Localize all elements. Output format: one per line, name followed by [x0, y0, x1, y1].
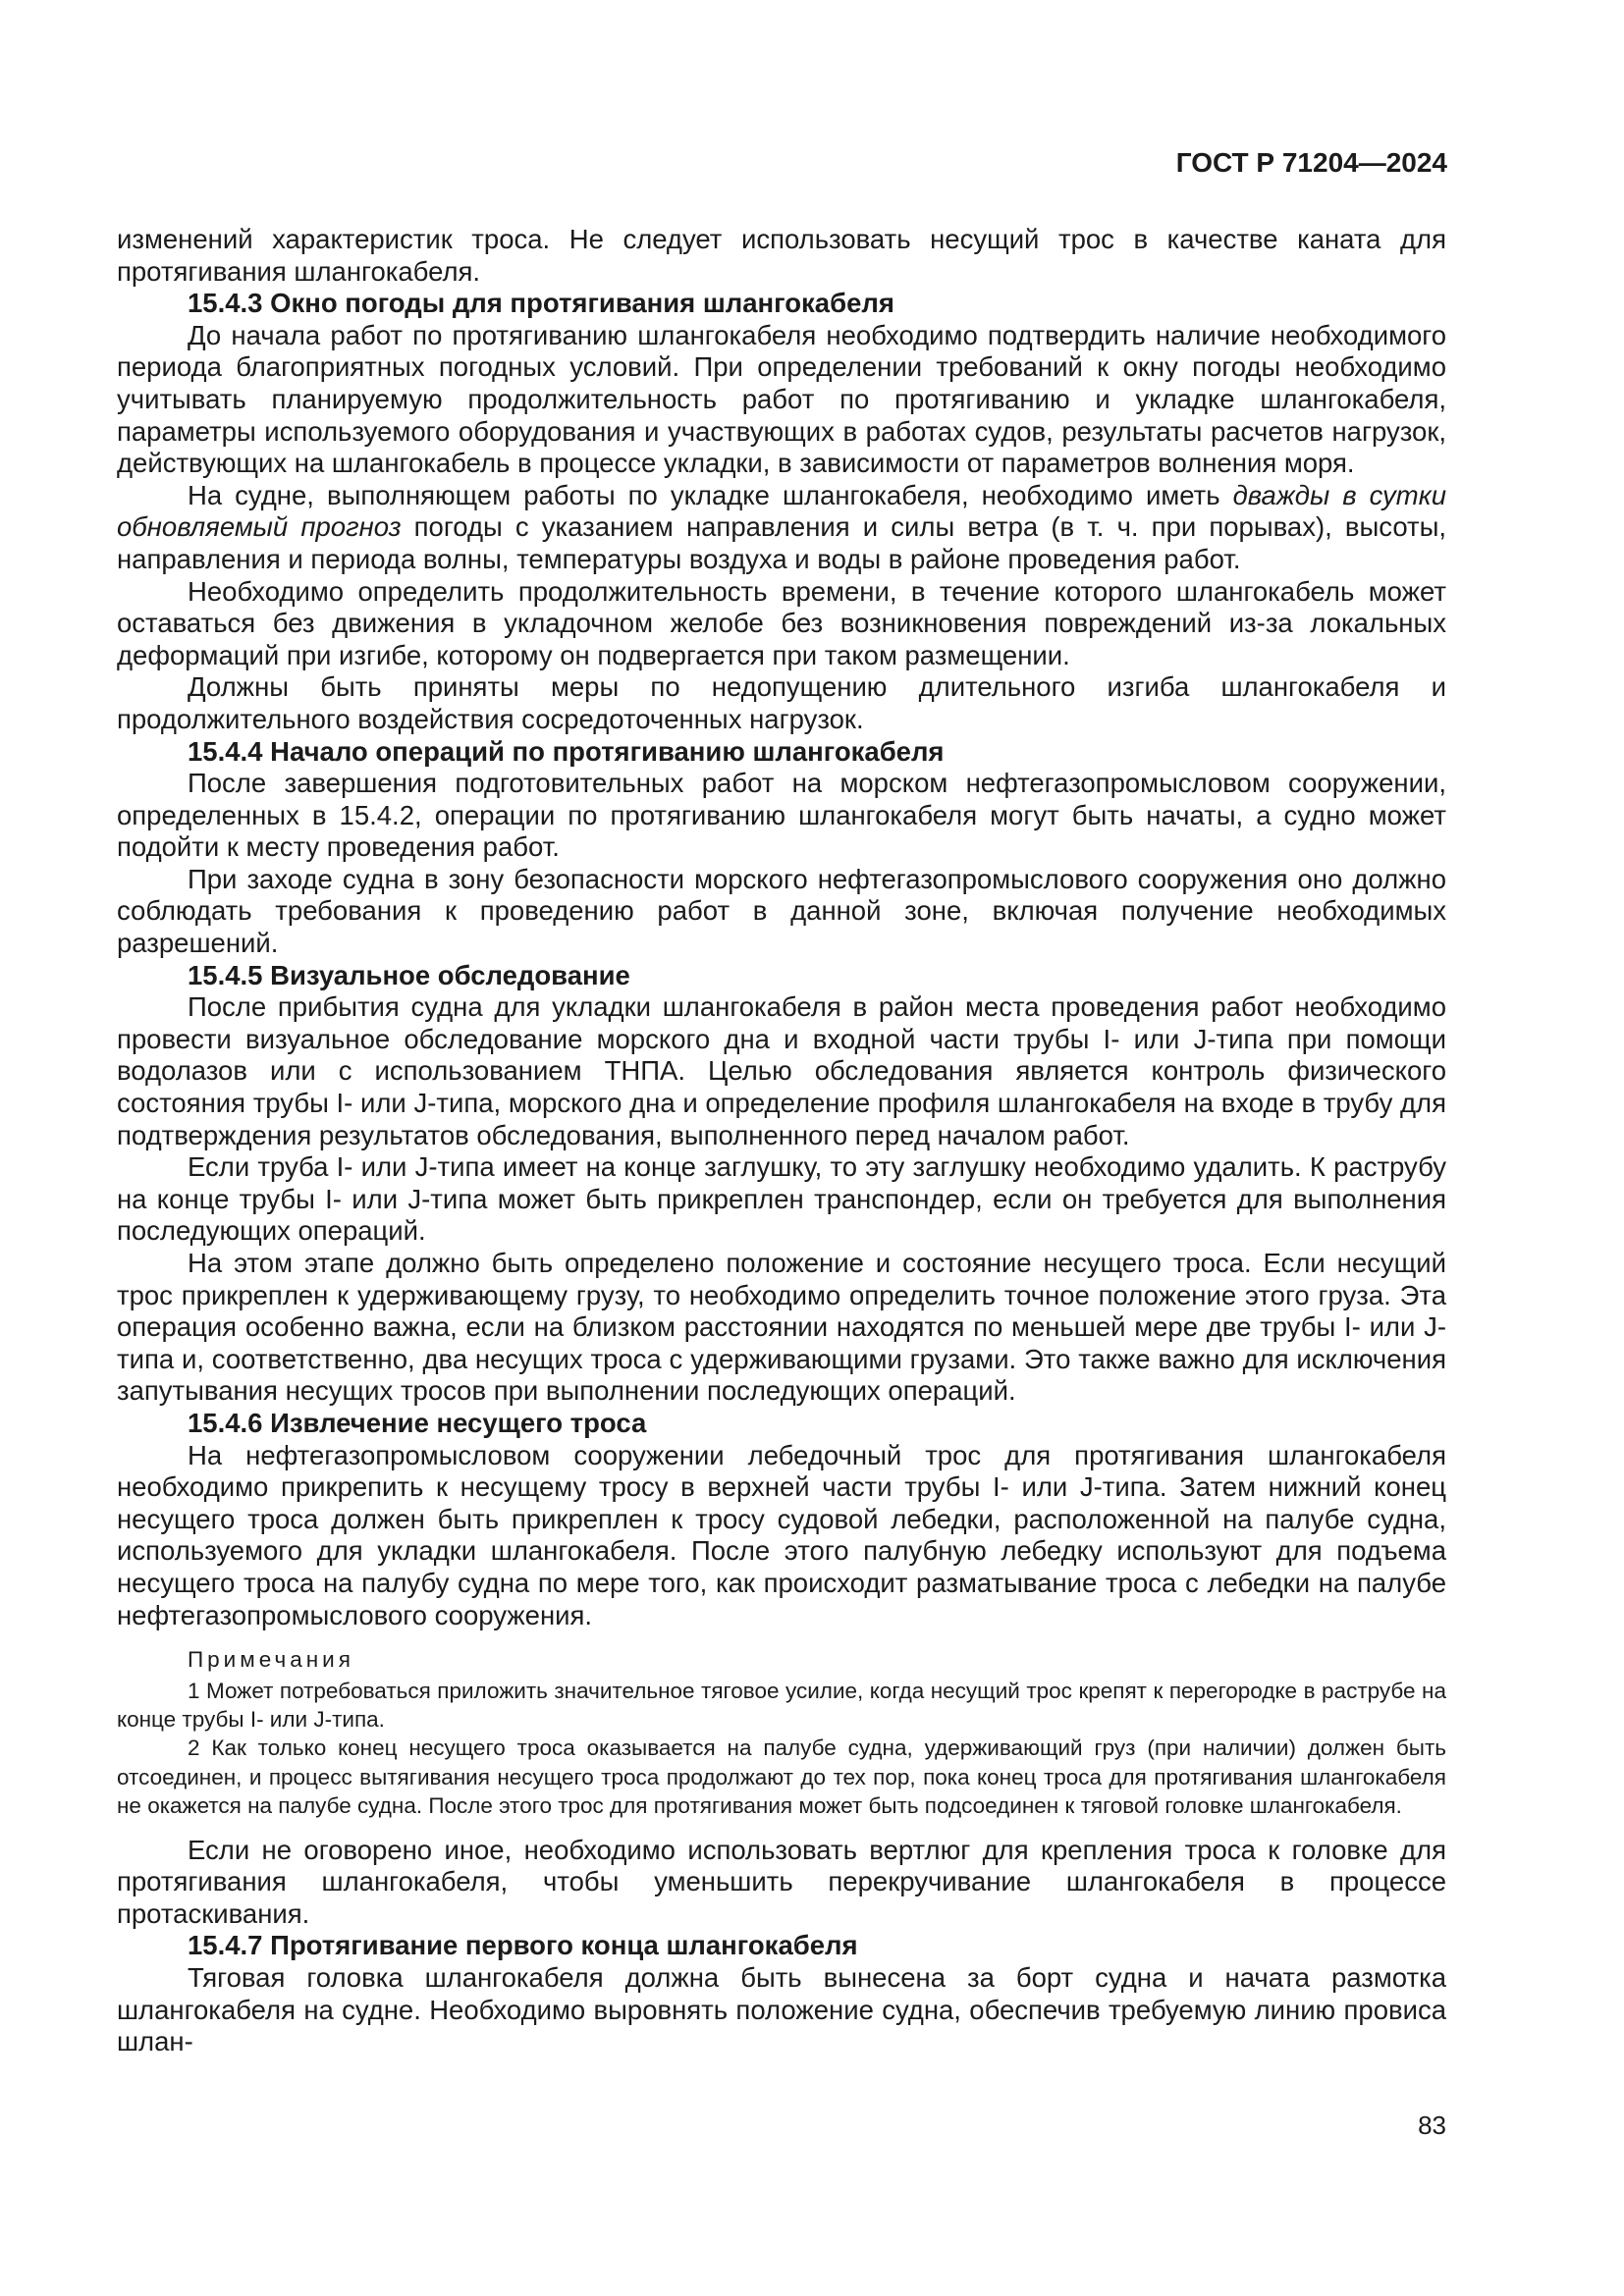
- section-heading-15-4-7: 15.4.7 Протягивание первого конца шлангокабеля: [188, 1930, 858, 1961]
- paragraph-text: На судне, выполняющем работы по укладке шлангокабеля, необходимо иметь: [188, 479, 1233, 510]
- italic-emphasis: дважды в сутки обновляемый прогноз: [117, 479, 1446, 543]
- notes-block: [117, 1645, 1446, 1820]
- paragraph: При заходе судна в зону безопасности морского нефтегазопромыслового сооружения оно должно соблюдать требования к проведению работ в данной зоне, включая получение необходимых разрешений.: [117, 863, 1446, 959]
- paragraph: После завершения подготовительных работ на морском нефтегазопромысловом сооружении, определенных в 15.4.2, операции по протягиванию шлангокабеля могут быть начаты, а судно может подойти к месту проведения работ.: [117, 768, 1446, 863]
- section-heading-15-4-5: 15.4.5 Визуальное обследование: [188, 959, 630, 990]
- paragraph: Если не оговорено иное, необходимо использовать вертлюг для крепления троса к головке для протягивания шлангокабеля, чтобы уменьшить перекручивание шлангокабеля в процессе протаскивания.: [117, 1834, 1446, 1929]
- note-item: 1 Может потребоваться приложить значительное тяговое усилие, когда несущий трос крепят к перегородке в раструбе на конце трубы I- или J-типа.: [117, 1678, 1446, 1732]
- paragraph: После прибытия судна для укладки шлангокабеля в район места проведения работ необходимо провести визуальное обследование морского дна и входной части трубы I- или J-типа при помощи водолазов или с использованием ТНПА. Целью обследования является контроль физического состояния трубы I- или J-типа, морского дна и определение профиля шлангокабеля на входе в трубу для подтверждения результатов обследования, выполненного перед началом работ.: [117, 991, 1446, 1150]
- paragraph: [117, 480, 1446, 576]
- paragraph: Если труба I- или J-типа имеет на конце заглушку, то эту заглушку необходимо удалить. К раструбу на конце трубы I- или J-типа может быть прикреплен транспондер, если он требуется для выполнения последующих операций.: [117, 1151, 1446, 1247]
- paragraph: На нефтегазопромысловом сооружении лебедочный трос для протягивания шлангокабеля необходимо прикрепить к несущему тросу в верхней части трубы I- или J-типа. Затем нижний конец несущего троса должен быть прикреплен к тросу судовой лебедки, расположенной на палубе судна, используемого для укладки шлангокабеля. После этого палубную лебедку используют для подъема несущего троса на палубу судна по мере того, как происходит разматывание троса с лебедки на палубе нефтегазопромыслового сооружения.: [117, 1439, 1446, 1630]
- paragraph-text: погоды с указанием направления и силы ветра (в т. ч. при порывах), высоты, направления и периода волны, температуры воздуха и воды в районе проведения работ.: [117, 511, 1447, 574]
- note-item: 2 Как только конец несущего троса оказывается на палубе судна, удерживающий груз (при наличии) должен быть отсоединен, и процесс вытягивания несущего троса продолжают до тех пор, пока конец троса для протягивания шлангокабеля не окажется на палубе судна. После этого трос для протягивания может быть подсоединен к тяговой головке шлангокабеля.: [117, 1735, 1446, 1819]
- paragraph: Необходимо определить продолжительность времени, в течение которого шлангокабель может оставаться без движения в укладочном желобе без возникновения повреждений из-за локальных деформаций при изгибе, которому он подвергается при таком размещении.: [117, 575, 1446, 670]
- document-body: [117, 224, 1446, 2058]
- page-number: 83: [1418, 2110, 1446, 2140]
- paragraph: изменений характеристик троса. Не следует использовать несущий трос в качестве каната для протягивания шлангокабеля.: [117, 224, 1446, 287]
- paragraph: На этом этапе должно быть определено положение и состояние несущего троса. Если несущий трос прикреплен к удерживающему грузу, то необходимо определить точное положение этого груза. Эта операция особенно важна, если на близком расстоянии находятся по меньшей мере две трубы I- или J-типа и, соответственно, два несущих троса с удерживающими грузами. Это также важно для исключения запутывания несущих тросов при выполнении последующих операций.: [117, 1248, 1446, 1407]
- paragraph: Тяговая головка шлангокабеля должна быть вынесена за борт судна и начата размотка шлангокабеля на судне. Необходимо выровнять положение судна, обеспечив требуемую линию провиса шлан-: [117, 1961, 1446, 2057]
- document-header: ГОСТ Р 71204—2024: [1175, 147, 1447, 178]
- paragraph: Должны быть приняты меры по недопущению длительного изгиба шлангокабеля и продолжительного воздействия сосредоточенных нагрузок.: [117, 671, 1446, 734]
- section-heading-15-4-3: 15.4.3 Окно погоды для протягивания шлангокабеля: [188, 288, 894, 319]
- section-heading-15-4-4: 15.4.4 Начало операций по протягиванию шлангокабеля: [188, 735, 945, 767]
- section-heading-15-4-6: 15.4.6 Извлечение несущего троса: [188, 1407, 647, 1438]
- notes-title: Примечания: [188, 1647, 354, 1673]
- paragraph: До начала работ по протягиванию шлангокабеля необходимо подтвердить наличие необходимого периода благоприятных погодных условий. При определении требований к окну погоды необходимо учитывать планируемую продолжительность работ по протягиванию и укладке шлангокабеля, параметры используемого оборудования и участвующих в работах судов, результаты расчетов нагрузок, действующих на шлангокабель в процессе укладки, в зависимости от параметров волнения моря.: [117, 319, 1446, 479]
